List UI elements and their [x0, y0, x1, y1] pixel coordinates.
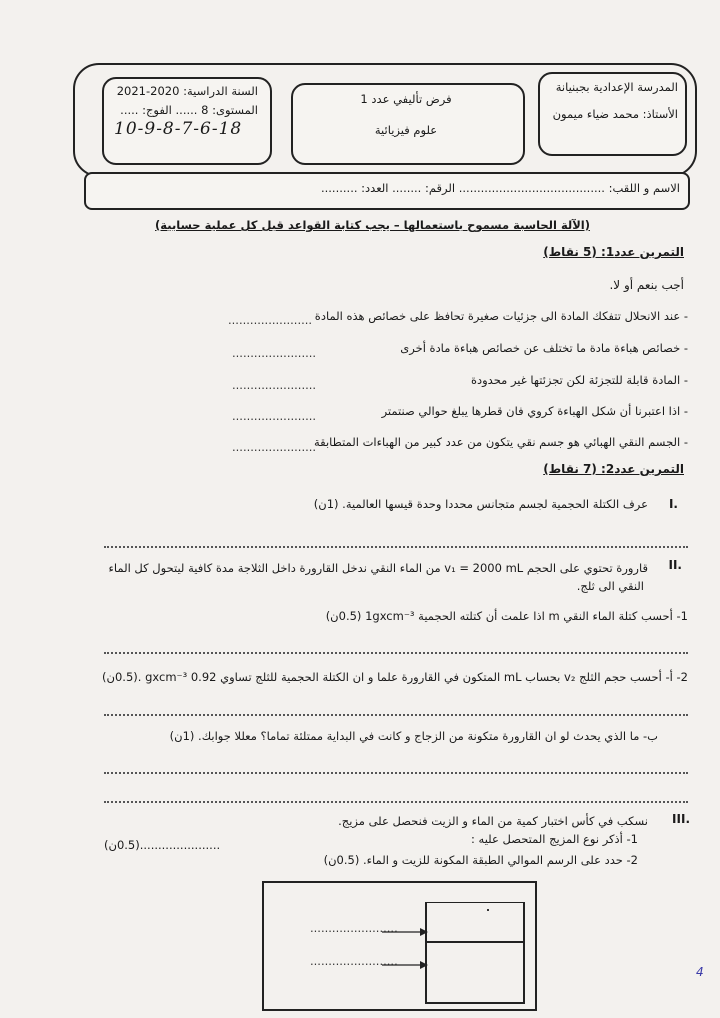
- q2-2b-text: ب- ما الذي يحدث لو ان القارورة متكونة من الزجاج و كانت في البداية ممتلئة تماما؟ معللا جوابك. (1ن): [169, 729, 658, 743]
- answer-blank[interactable]: .......................: [232, 346, 317, 360]
- school-year: السنة الدراسية: 2020-2021: [116, 84, 258, 98]
- test-beaker: [425, 902, 525, 1004]
- exam-title: فرض تأليفي عدد 1: [360, 92, 452, 106]
- q1-text: عرف الكتلة الحجمية لجسم متجانس محددا وحدة قيسها العالمية. (1ن): [313, 497, 648, 511]
- answer-line[interactable]: [104, 652, 688, 654]
- handwritten-numbers: 10-9-8-7-6-18: [114, 119, 243, 139]
- answer-line[interactable]: [104, 772, 688, 774]
- ex1-instruction: أجب بنعم أو لا.: [609, 278, 684, 292]
- answer-line[interactable]: [104, 714, 688, 716]
- q3-1-mark[interactable]: ......................(0.5ن): [104, 838, 221, 852]
- layer-separator: [425, 941, 523, 943]
- layer-label-blank[interactable]: ........................: [310, 921, 398, 935]
- q3-number: III.: [672, 812, 690, 826]
- q2-1-text: 1- أحسب كتلة الماء النقي m اذا علمت أن كتلته الحجمية 1gxcm⁻³ (0.5ن): [325, 609, 688, 623]
- answer-blank[interactable]: .......................: [228, 313, 313, 327]
- student-fields: الاسم و اللقب: ........................................ الرقم: ........ العدد: ..........: [320, 181, 680, 195]
- mark-dot: [487, 909, 489, 911]
- q3-text: نسكب في كأس اختبار كمية من الماء و الزيت فنحصل على مزيج.: [338, 814, 648, 828]
- q3-1-text: 1- أذكر نوع المزيج المتحصل عليه :: [471, 832, 638, 846]
- page-number: 4: [696, 965, 704, 979]
- q2-number: II.: [668, 558, 682, 572]
- ex1-title: التمرين عدد1: (5 نقاط): [543, 245, 684, 259]
- q2-text: قارورة تحتوي على الحجم v₁ = 2000 mL من الماء النقي ندخل القارورة داخل الثلاجة مدة كافية ليتحول كل الماء: [108, 561, 648, 575]
- q2-text: النقي الى ثلج.: [576, 579, 644, 593]
- answer-line[interactable]: [104, 546, 688, 548]
- q1-number: I.: [668, 497, 678, 511]
- ex2-title: التمرين عدد2: (7 نقاط): [543, 462, 684, 476]
- answer-blank[interactable]: .......................: [232, 378, 317, 392]
- calculator-note: (الآلة الحاسبة مسموح باستعمالها – يجب كتابة القواعد قبل كل عملية حسابية): [155, 218, 590, 232]
- layer-label-blank[interactable]: ........................: [310, 954, 398, 968]
- ex1-item: - عند الانحلال تتفكك المادة الى جزئيات صغيرة تحافظ على خصائص هذه المادة: [314, 309, 688, 323]
- school-name: المدرسة الإعدادية بجبنيانة: [555, 80, 678, 94]
- subject: علوم فيزيائية: [374, 123, 438, 137]
- level-group: المستوى: 8 ...... الفوج: .....: [120, 103, 258, 117]
- ex1-item: - اذا اعتبرنا أن شكل الهباءة كروي فان قطرها يبلغ حوالي صنتمتر: [381, 404, 688, 418]
- answer-blank[interactable]: .......................: [232, 440, 317, 454]
- q3-2-text: 2- حدد على الرسم الموالي الطبقة المكونة للزيت و الماء. (0.5ن): [323, 853, 638, 867]
- ex1-item: - الجسم النقي الهبائي هو جسم نقي يتكون من عدد كبير من الهباءات المتطابقة: [313, 435, 688, 449]
- q2-2a-text: 2- أ- أحسب حجم الثلج v₂ بحساب mL المتكون في القارورة علما و ان الكتلة الحجمية للثلج تساوي 0.92 gxcm⁻³ .(0.5ن): [102, 670, 688, 684]
- ex1-item: - خصائص هباءة مادة ما تختلف عن خصائص هباءة مادة أخرى: [400, 341, 688, 355]
- teacher-name: الأستاذ: محمد ضياء ميمون: [552, 107, 678, 121]
- ex1-item: - المادة قابلة للتجزئة لكن تجزئتها غير محدودة: [470, 373, 688, 387]
- arrow: [382, 922, 428, 941]
- arrow: [382, 955, 428, 974]
- beaker-rim: [425, 902, 523, 903]
- answer-blank[interactable]: .......................: [232, 409, 317, 423]
- answer-line[interactable]: [104, 801, 688, 803]
